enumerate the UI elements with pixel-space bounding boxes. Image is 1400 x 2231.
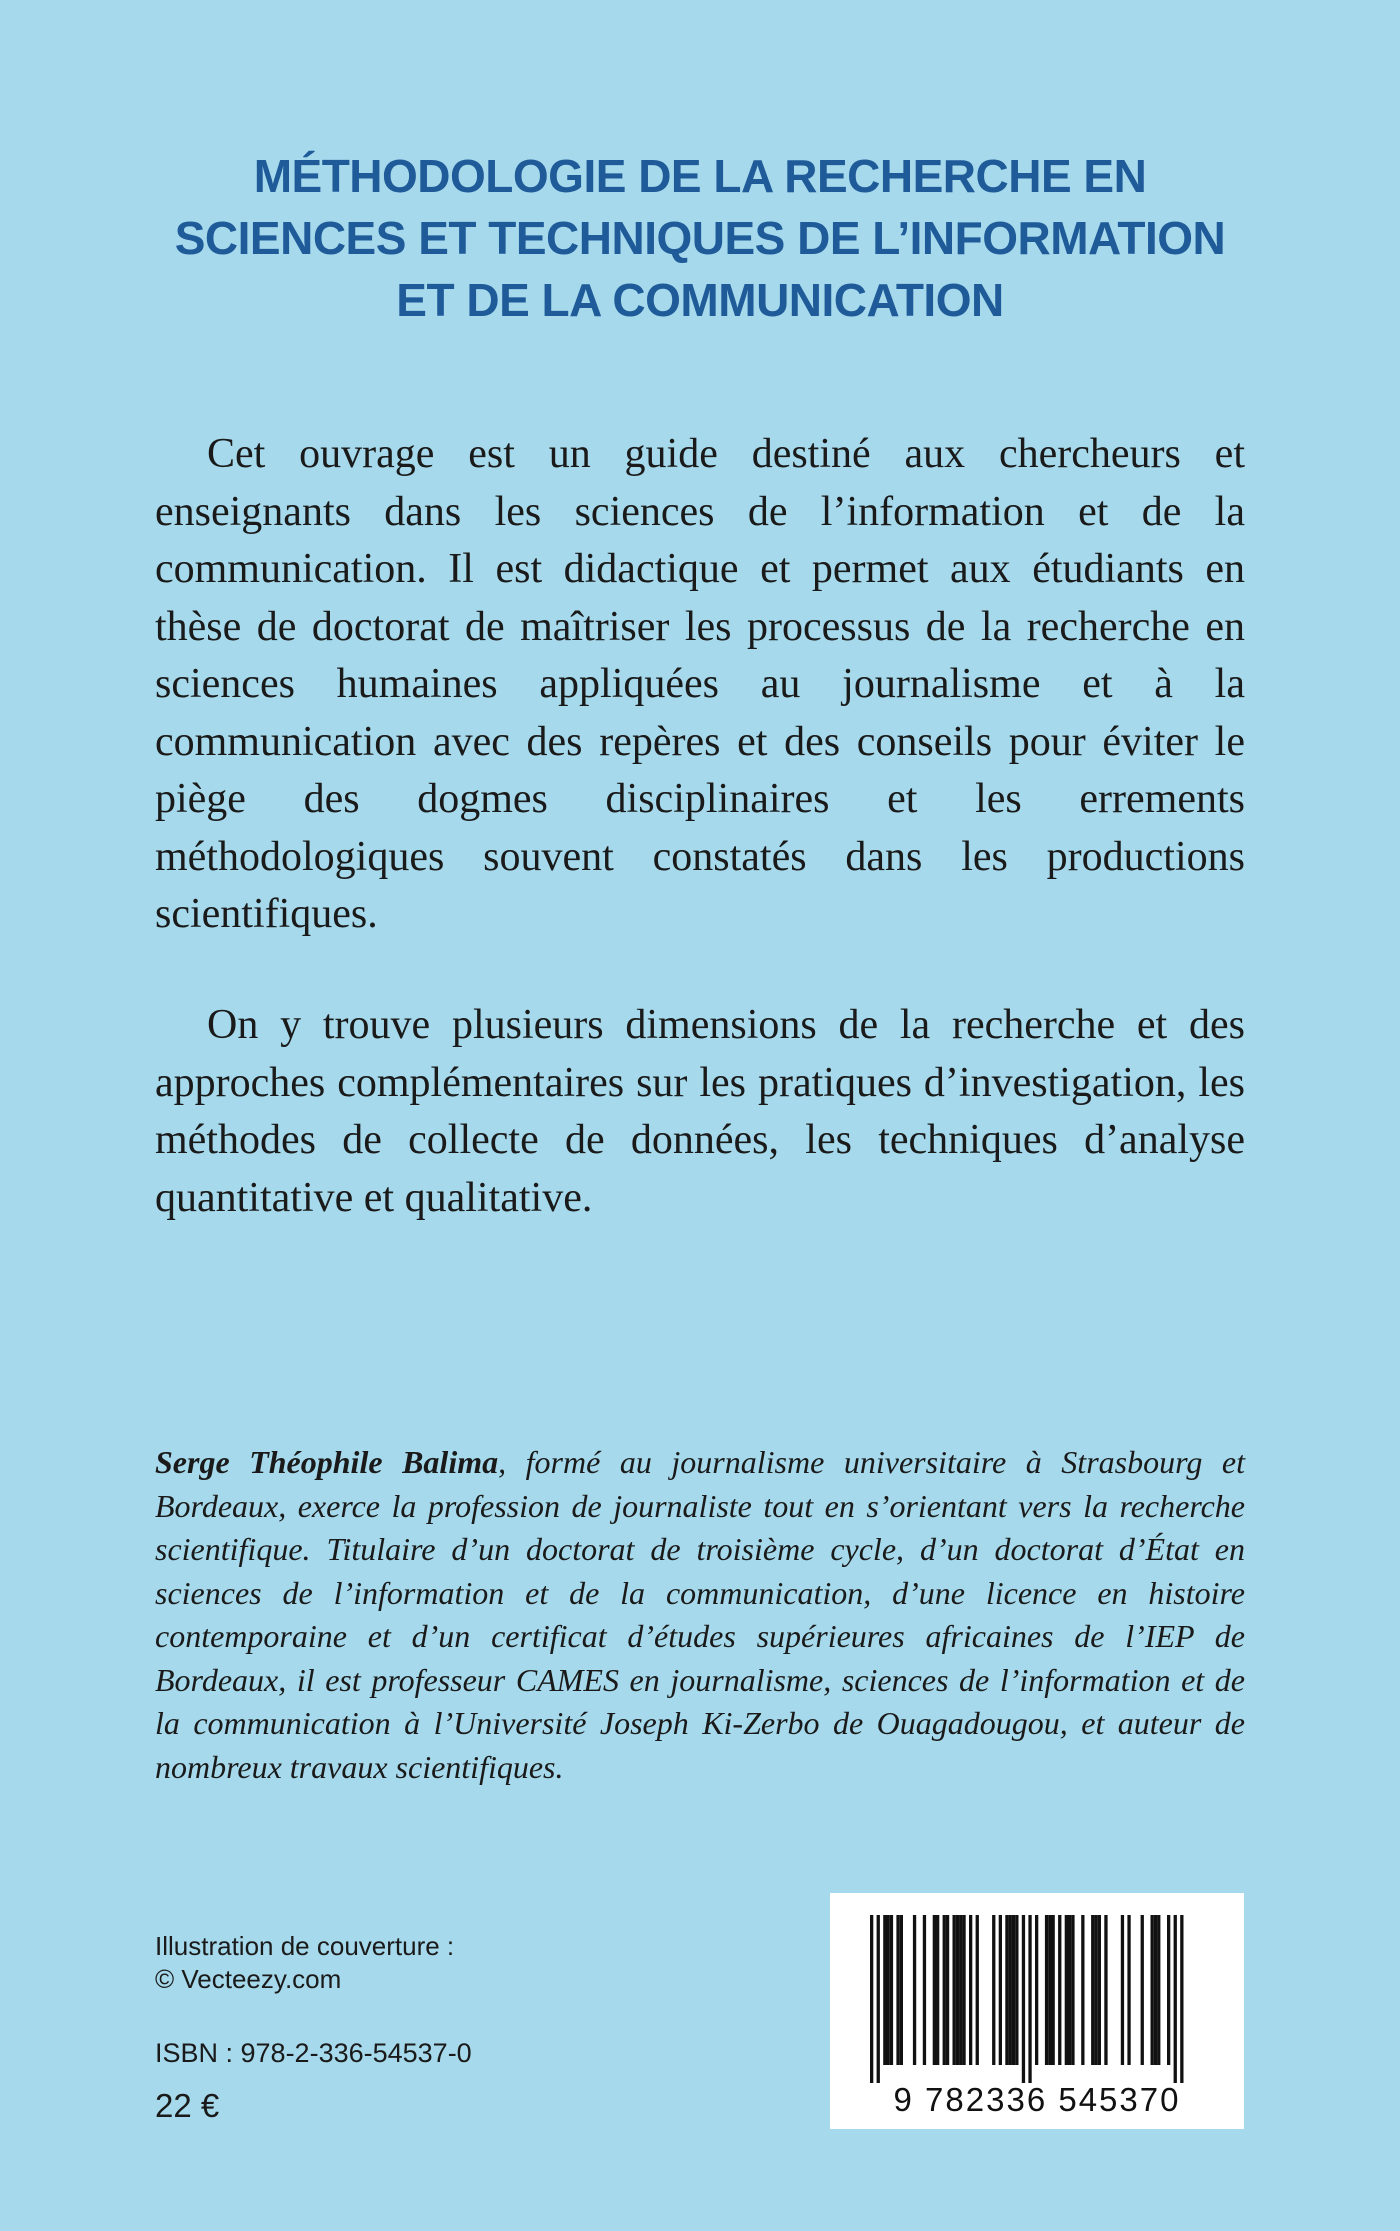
barcode-bar [1104, 1915, 1107, 2065]
barcode-bar [1127, 1915, 1130, 2065]
barcode-bar [1098, 1915, 1101, 2065]
barcode-bar [923, 1915, 926, 2065]
barcode-bar [900, 1915, 903, 2065]
cover-credits [155, 1930, 454, 1996]
barcode-bar [953, 1915, 956, 2065]
barcode-bar [1068, 1915, 1071, 2065]
barcode-bar [962, 1915, 965, 2065]
barcode-bar [896, 1915, 899, 2065]
barcode-panel [830, 1893, 1244, 2129]
barcode-bar [1121, 1915, 1124, 2065]
barcode-bar [1012, 1915, 1015, 2065]
barcode-bar [969, 1915, 972, 2065]
barcode-bar [1028, 1915, 1031, 2083]
barcode-bar [883, 1915, 886, 2065]
barcode-bar [1094, 1915, 1097, 2065]
isbn-text: ISBN : 978-2-336-54537-0 [155, 2038, 472, 2068]
book-title-line-2: SCIENCES ET TECHNIQUES DE L’INFORMATION [174, 212, 1226, 264]
barcode-bar [1052, 1915, 1055, 2065]
barcode-bar [1005, 1915, 1008, 2065]
summary-paragraph-2: On y trouve plusieurs dimensions de la recherche et des approches complémentaires sur les pratiques d’investigation, les méthodes de collecte de données, les techniques d’analyse quantitative et qualitative. [155, 1002, 1245, 1221]
barcode-bar [976, 1915, 979, 2065]
barcode-bar [1071, 1915, 1074, 2065]
barcode-bar [999, 1915, 1002, 2065]
barcode-bar [1091, 1915, 1094, 2065]
barcode-bar [933, 1915, 936, 2065]
price-text: 22 € [155, 2087, 220, 2124]
barcode-bar [1048, 1915, 1051, 2065]
barcode-bar [1151, 1915, 1154, 2065]
barcode-bar [959, 1915, 962, 2065]
barcode-bar [936, 1915, 939, 2065]
barcode-bar [943, 1915, 946, 2065]
book-title-line-3: ET DE LA COMMUNICATION [396, 274, 1004, 326]
barcode-bar [1141, 1915, 1144, 2065]
barcode-bar [1180, 1915, 1183, 2083]
summary-paragraph-1: Cet ouvrage est un guide destiné aux chercheurs et enseignants dans les sciences de l’information et de la communication. Il est didactique et permet aux étudiants en thèse de doctorat de maîtriser les processus de la recherche en sciences humaines appliquées au journalisme et à la communication avec des repères et des conseils pour éviter le piège des dogmes disciplinaires et les errements méthodologiques souvent constatés dans les productions scientifiques. [155, 431, 1245, 937]
barcode-bar [870, 1915, 873, 2083]
barcode [830, 1893, 1244, 2129]
barcode-bar [946, 1915, 949, 2065]
barcode-bar [1174, 1915, 1177, 2083]
book-title-line-1: MÉTHODOLOGIE DE LA RECHERCHE EN [253, 150, 1147, 202]
barcode-bar [992, 1915, 995, 2065]
illustration-credit-source: © Vecteezy.com [155, 1964, 342, 1994]
barcode-bar [913, 1915, 916, 2065]
barcode-bar [1035, 1915, 1038, 2065]
barcode-bar [1058, 1915, 1061, 2065]
book-title [100, 145, 1300, 331]
barcode-bars [870, 1915, 1184, 2083]
barcode-bar [890, 1915, 893, 2065]
barcode-bar [1045, 1915, 1048, 2065]
author-biography-text: , formé au journalisme universitaire à Strasbourg et Bordeaux, exerce la profession de journaliste tout en s’orientant vers la recherche scientifique. Titulaire d’un doctorat de troisième cycle, d’un doctorat d’État en sciences de l’information et de la communication, d’une licence en histoire contemporaine et d’un certificat d’études supérieures africaines de l’IEP de Bordeaux, il est professeur CAMES en journalisme, sciences de l’information et de la communication à l’Université Joseph Ki-Zerbo de Ouagadougou, et auteur de nombreux travaux scientifiques. [155, 1444, 1246, 1785]
barcode-number: 9 782336 545370 [893, 2081, 1181, 2118]
barcode-bar [1009, 1915, 1012, 2065]
barcode-bar [1081, 1915, 1084, 2065]
barcode-bar [1167, 1915, 1170, 2065]
barcode-bar [877, 1915, 880, 2083]
author-name: Serge Théophile Balima [155, 1444, 499, 1480]
barcode-bar [1065, 1915, 1068, 2065]
barcode-bar [1157, 1915, 1160, 2065]
author-biography [155, 1441, 1245, 1789]
barcode-bar [956, 1915, 959, 2065]
barcode-bar [1022, 1915, 1025, 2083]
barcode-bar [887, 1915, 890, 2065]
illustration-credit-label: Illustration de couverture : [155, 1931, 455, 1961]
barcode-bar [1154, 1915, 1157, 2065]
barcode-bar [1015, 1915, 1018, 2065]
